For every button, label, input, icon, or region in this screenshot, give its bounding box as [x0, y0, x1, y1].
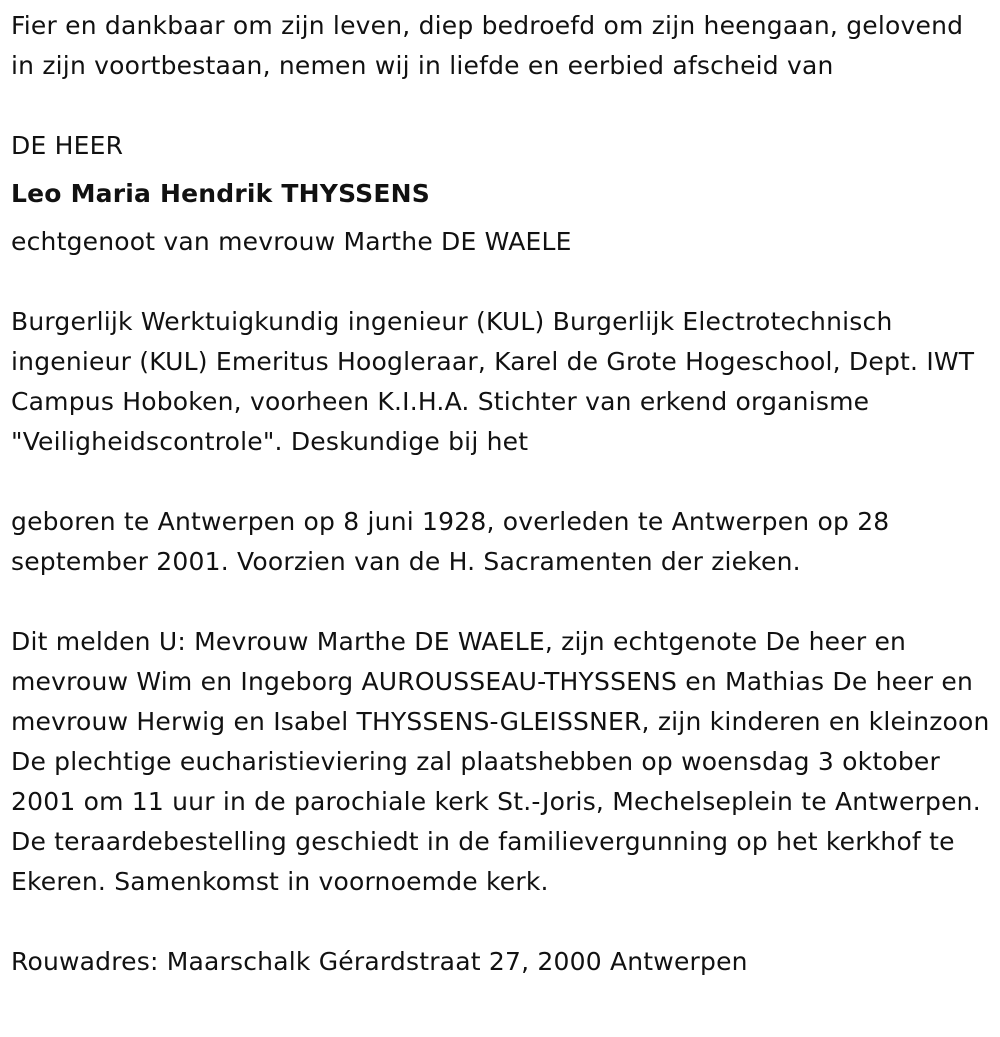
- spacer: [11, 214, 991, 222]
- spacer: [11, 262, 991, 302]
- honorific-title: DE HEER: [11, 131, 124, 160]
- spacer: [11, 462, 991, 502]
- spouse-line: echtgenoot van mevrouw Marthe DE WAELE: [11, 227, 572, 256]
- spacer: [11, 902, 991, 942]
- spacer: [11, 86, 991, 126]
- birth-death-paragraph: geboren te Antwerpen op 8 juni 1928, overleden te Antwerpen op 28 september 2001. Voorzien van de H. Sacramenten der zieken.: [11, 507, 890, 576]
- obituary-document: [11, 6, 991, 982]
- mourning-address: Rouwadres: Maarschalk Gérardstraat 27, 2000 Antwerpen: [11, 947, 748, 976]
- spacer: [11, 582, 991, 622]
- deceased-name: Leo Maria Hendrik THYSSENS: [11, 179, 430, 208]
- spacer: [11, 166, 991, 174]
- announcement-paragraph: Dit melden U: Mevrouw Marthe DE WAELE, zijn echtgenote De heer en mevrouw Wim en Ingeborg AUROUSSEAU-THYSSENS en Mathias De heer en mevrouw Herwig en Isabel THYSSENS-GLEISSNER, zijn kinderen en kleinzoon De plechtige eucharistieviering zal plaatshebben op woensdag 3 oktober 2001 om 11 uur in de parochiale kerk St.-Joris, Mechelseplein te Antwerpen. De teraardebestelling geschiedt in de familievergunning op het kerkhof te Ekeren. Samenkomst in voornoemde kerk.: [11, 627, 990, 896]
- intro-paragraph: Fier en dankbaar om zijn leven, diep bedroefd om zijn heengaan, gelovend in zijn voortbestaan, nemen wij in liefde en eerbied afscheid van: [11, 11, 964, 80]
- career-paragraph: Burgerlijk Werktuigkundig ingenieur (KUL) Burgerlijk Electrotechnisch ingenieur (KUL) Emeritus Hoogleraar, Karel de Grote Hogeschool, Dept. IWT Campus Hoboken, voorheen K.I.H.A. Stichter van erkend organisme "Veiligheidscontrole". Deskundige bij het: [11, 307, 975, 456]
